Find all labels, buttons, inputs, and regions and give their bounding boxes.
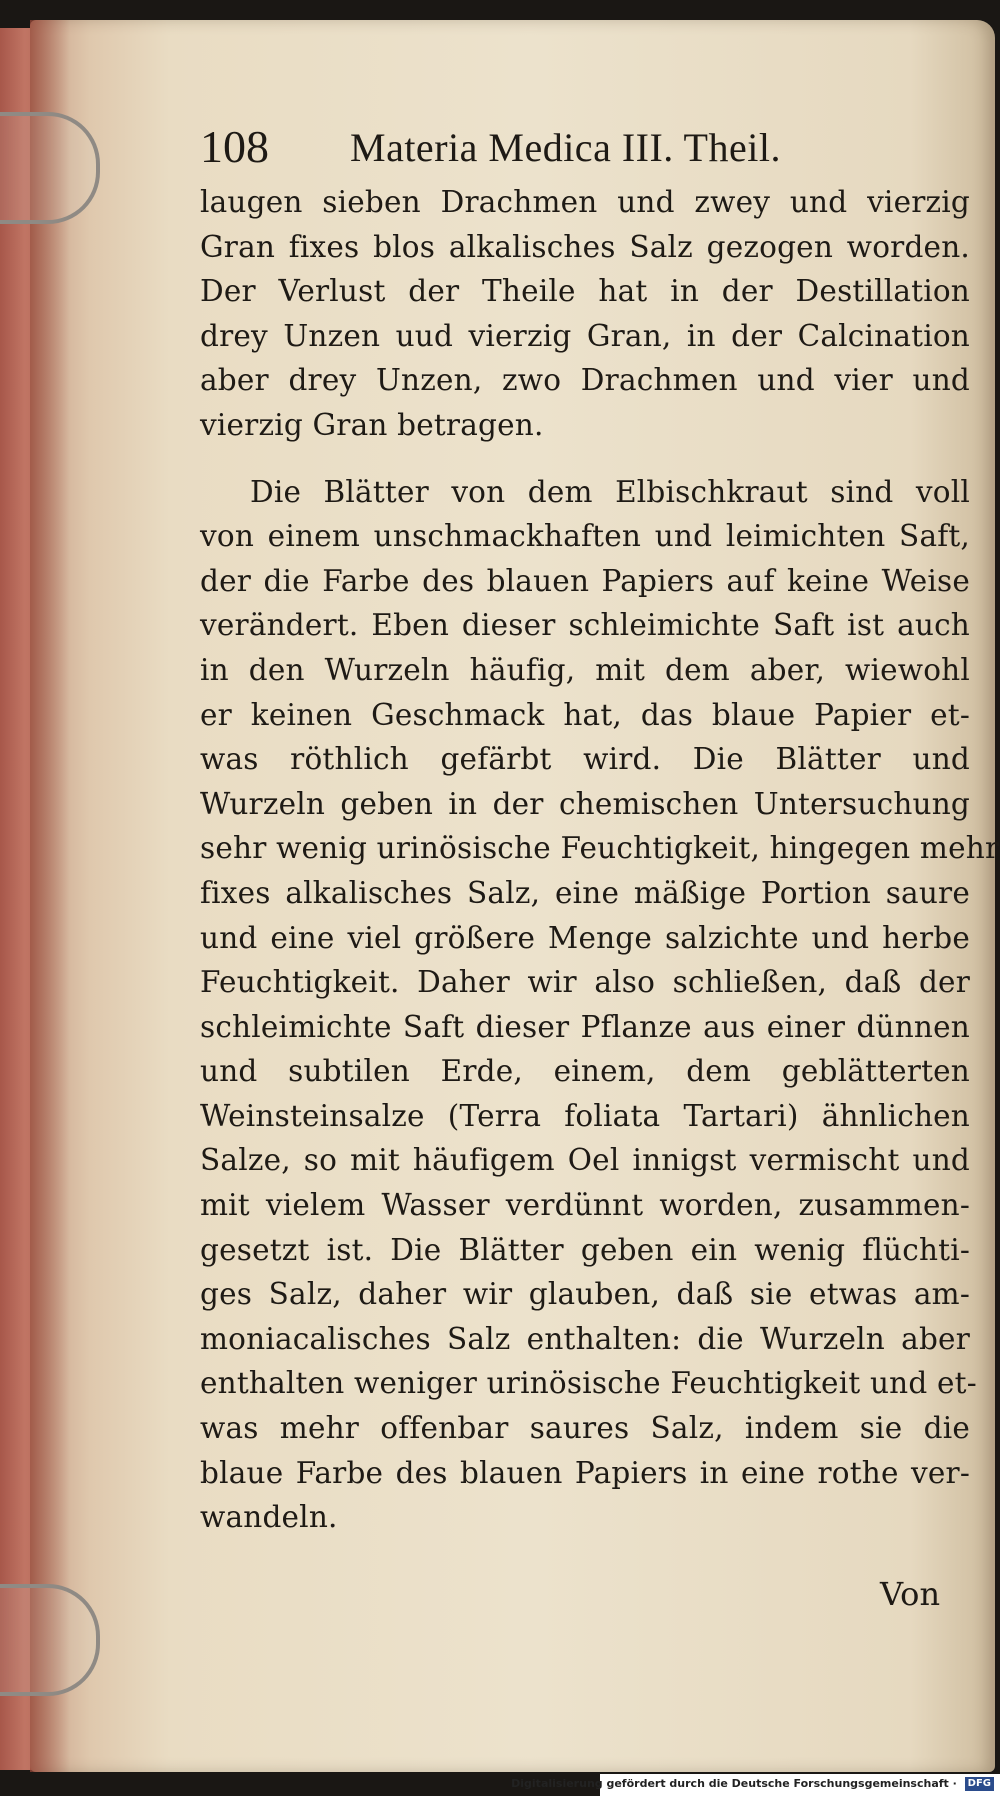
- text-line: moniacalisches Salz enthalten: die Wurzeln aber: [200, 1321, 970, 1356]
- text-line: was mehr offenbar saures Salz, indem sie die: [200, 1411, 970, 1446]
- running-title: Materia Medica III. Theil.: [350, 125, 781, 170]
- text-line: was röthlich gefärbt wird. Die Blätter und: [200, 742, 970, 777]
- text-line: von einem unschmackhaften und leimichten Saft,: [200, 519, 970, 554]
- page-number: 108: [200, 121, 269, 172]
- text-line: mit vielem Wasser verdünnt worden, zusammen-: [200, 1188, 970, 1223]
- text-line: laugen sieben Drachmen und zwey und vierzig: [200, 185, 970, 219]
- text-line: der die Farbe des blauen Papiers auf keine Weise: [200, 563, 970, 598]
- text-line: und eine viel größere Menge salzichte und herbe: [200, 920, 970, 955]
- text-line: Der Verlust der Theile hat in der Destillation: [200, 274, 970, 309]
- catchword: Von: [880, 1575, 941, 1613]
- text-line: vierzig Gran betragen.: [200, 407, 544, 442]
- paragraph-gap: [200, 448, 970, 470]
- text-line: fixes alkalisches Salz, eine mäßige Portion saure: [200, 875, 970, 910]
- bottom-page-clip: [0, 1584, 100, 1696]
- paragraph-2: [200, 470, 1000, 1540]
- text-line: Feuchtigkeit. Daher wir also schließen, daß der: [200, 965, 970, 1000]
- text-line: aber drey Unzen, zwo Drachmen und vier und: [200, 363, 970, 398]
- top-page-clip: [0, 112, 100, 224]
- text-line: verändert. Eben dieser schleimichte Saft ist auch: [200, 608, 970, 643]
- text-line: drey Unzen uud vierzig Gran, in der Calcination: [200, 318, 970, 353]
- dfg-logo: DFG: [965, 1777, 994, 1791]
- footer-credit-text: Digitalisierung gefördert durch die Deutsche Forschungsgemeinschaft: [511, 1777, 949, 1790]
- spine-shadow: [30, 20, 70, 1772]
- text-line: blaue Farbe des blauen Papiers in eine rothe ver-: [200, 1455, 970, 1490]
- text-line: ges Salz, daher wir glauben, daß sie etwas am-: [200, 1277, 970, 1312]
- running-head: [200, 110, 970, 180]
- text-line: und subtilen Erde, einem, dem geblätterten: [200, 1054, 970, 1089]
- text-line: gesetzt ist. Die Blätter geben ein wenig flüchti-: [200, 1232, 970, 1267]
- digitization-footer: [511, 1774, 1000, 1796]
- paragraph-1: [200, 180, 970, 448]
- text-line: Weinsteinsalze (Terra foliata Tartari) ähnlichen: [200, 1098, 970, 1133]
- text-line: enthalten weniger urinösische Feuchtigkeit und et-: [200, 1366, 977, 1401]
- text-line: schleimichte Saft dieser Pflanze aus einer dünnen: [200, 1009, 970, 1044]
- text-line: Wurzeln geben in der chemischen Untersuchung: [200, 786, 970, 821]
- text-line: in den Wurzeln häufig, mit dem aber, wiewohl: [200, 652, 970, 687]
- text-line: sehr wenig urinösische Feuchtigkeit, hingegen mehr: [200, 831, 1000, 866]
- text-line: Gran fixes blos alkalisches Salz gezogen worden.: [200, 229, 970, 264]
- text-line: Die Blätter von dem Elbischkraut sind voll: [250, 474, 970, 509]
- page-text-block: [200, 110, 1000, 1540]
- footer-credit: Digitalisierung gefördert durch die Deutsche Forschungsgemeinschaft · DFG: [511, 1777, 994, 1791]
- text-line: wandeln.: [200, 1500, 338, 1535]
- text-line: er keinen Geschmack hat, das blaue Papier et-: [200, 697, 970, 732]
- text-line: Salze, so mit häufigem Oel innigst vermischt und: [200, 1143, 970, 1178]
